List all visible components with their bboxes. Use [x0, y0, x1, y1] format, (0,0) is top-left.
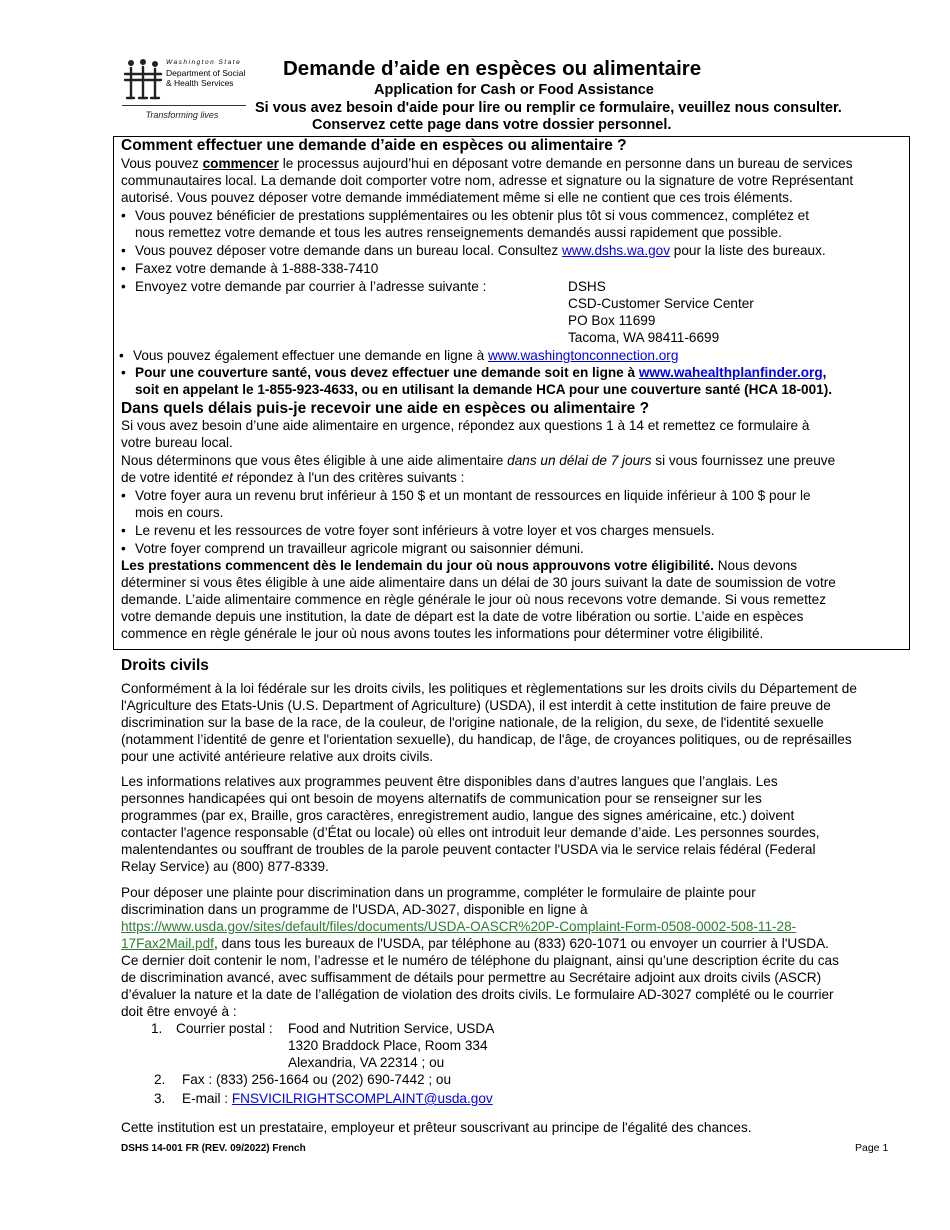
timing-text: votre bureau local.: [121, 435, 233, 450]
list-number: 1.: [151, 1021, 163, 1036]
benefits-start-text: commence en règle générale le jour où nous avons toutes les informations pour déterminer votre éligibilité.: [121, 626, 764, 641]
intro-line-2: communautaires local. La demande doit comporter votre nom, adresse et signature ou la signature de votre Représentant: [121, 173, 854, 188]
bullet-icon: •: [121, 523, 126, 538]
equal-opportunity-statement: Cette institution est un prestataire, employeur et prêteur souscrivant au principe de l'égalité des chances.: [121, 1120, 752, 1135]
civil-rights-heading: Droits civils: [121, 657, 209, 674]
benefits-start-text: votre demande depuis une institution, la date de départ est la date de votre libération ou sortie. L’aide en espèces: [121, 609, 804, 624]
list-number: 3.: [154, 1091, 166, 1106]
dshs-logo: [118, 56, 246, 122]
complaint-form-link-cont[interactable]: 17Fax2Mail.pdf: [121, 936, 214, 951]
bullet-icon: •: [121, 208, 126, 223]
bullet-icon: •: [121, 279, 126, 294]
list-number: 2.: [154, 1072, 166, 1087]
timing-text: de votre identité et répondez à l'un des critères suivants :: [121, 470, 465, 485]
intro-line-3: autorisé. Vous pouvez déposer votre demande immédiatement même si elle ne contient que ces trois éléments.: [121, 190, 793, 205]
usda-postal-address: Food and Nutrition Service, USDA 1320 Braddock Place, Room 334 Alexandria, VA 22314 ; ou: [288, 1021, 495, 1070]
page-number: Page 1: [855, 1142, 889, 1154]
bullet-icon: •: [121, 261, 126, 276]
logo-tagline: Transforming lives: [145, 110, 219, 120]
washington-connection-link[interactable]: www.washingtonconnection.org: [487, 348, 679, 363]
help-notice: Si vous avez besoin d'aide pour lire ou remplir ce formulaire, veuillez nous consulter.: [255, 100, 842, 116]
timing-text: Nous déterminons que vous êtes éligible à une aide alimentaire dans un délai de 7 jours si vous fournissez une preuve: [121, 453, 836, 468]
mailing-address: DSHS CSD-Customer Service Center PO Box 11699 Tacoma, WA 98411-6699: [568, 279, 754, 345]
benefits-start-text: Les prestations commencent dès le lendemain du jour où nous approuvons votre éligibilité. Nous devons: [121, 558, 798, 573]
usda-email-link[interactable]: FNSVICILRIGHTSCOMPLAINT@usda.gov: [231, 1091, 493, 1106]
civil-rights-para-1: Conformément à la loi fédérale sur les droits civils, les politiques et règlementations sur les droits civils du Département de l'Agriculture des Etats-Unis (U.S. Department of Agriculture) (USDA), il est interdit à cette institution de faire preuve de discrimination sur la base de la race, de la couleur, de l'origine nationale, de la religion, du sexe, de l'identité sexuelle (notamment l’identité de genre et l'orientation sexuelle), du handicap, de l'âge, de croyances politiques, ou de représailles pour une activité antérieure relative aux droits civils.: [121, 681, 857, 764]
civil-rights-para-3: Pour déposer une plainte pour discrimination dans un programme, compléter le formulaire de plainte pour discrimination dans un programme de l'USDA, AD-3027, disponible en ligne à https://www.usda.gov/sites/default/files/documents/USDA-OASCR%20P-Complaint-Form-0508-0002-508-11-28- 17Fax2Mail.pdf, dans tous les bureaux de l'USDA, par téléphone au (833) 620-1071 ou envoyer un courrier à l'USDA. Ce dernier doit contenir le nom, l’adresse et le numéro de téléphone du plaignant, ainsi qu’une description écrite du cas de discrimination avancé, avec suffisamment de détails pour permettre au Secrétaire adjoint aux droits civils (ASCR) d’évaluer la nature et la date de l’allégation de violation des droits civils. Le formulaire AD-3027 complété ou le courrier doit être envoyé à :: [121, 885, 839, 1019]
page-title: Demande d’aide en espèces ou alimentaire: [283, 57, 702, 80]
page-subtitle: Application for Cash or Food Assistance: [374, 82, 654, 98]
how-to-apply-heading: Comment effectuer une demande d’aide en espèces ou alimentaire ?: [121, 137, 627, 154]
form-number: DSHS 14-001 FR (REV. 09/2022) French: [121, 1143, 306, 1154]
intro-line-1: Vous pouvez commencer le processus aujourd’hui en déposant votre demande en personne dans un bureau de services: [121, 156, 853, 171]
logo-organization: Washington State Department of Social & Health Services: [166, 59, 246, 88]
dshs-website-link[interactable]: www.dshs.wa.gov: [561, 243, 671, 258]
bullet-icon: •: [119, 348, 124, 363]
health-plan-finder-link[interactable]: www.wahealthplanfinder.org: [638, 365, 823, 380]
postal-label: Courrier postal :: [176, 1021, 273, 1036]
bullet-icon: •: [121, 541, 126, 556]
timing-text: Si vous avez besoin d’une aide alimentaire en urgence, répondez aux questions 1 à 14 et remettez ce formulaire à: [121, 418, 810, 433]
bullet-icon: •: [121, 365, 126, 380]
benefits-start-text: demande. L’aide alimentaire commence en règle générale le jour où nous recevons votre demande. Si vous remettez: [121, 592, 827, 607]
benefits-start-text: déterminer si vous êtes éligible à une aide alimentaire dans un délai de 30 jours suivant la date de soumission de votre: [121, 575, 836, 590]
logo-divider: [122, 105, 246, 106]
bullet-icon: •: [121, 488, 126, 503]
people-figures-icon: [122, 58, 164, 102]
civil-rights-para-2: Les informations relatives aux programmes peuvent être disponibles dans d’autres langues que l’anglais. Les personnes handicapées qui ont besoin de moyens alternatifs de communication pour se renseigner sur les programmes (par ex, Braille, gros caractères, enregistrement audio, langue des signes américaine, etc.) doivent contacter l'agence responsable (d’État ou locale) où elles ont introduit leur demande d’aide. Les personnes sourdes, malentendantes ou souffrant de troubles de la parole peuvent contacter l'USDA via le service relais fédéral (Federal Relay Service) au (800) 877-8339.: [121, 774, 820, 874]
complaint-form-link[interactable]: https://www.usda.gov/sites/default/files/documents/USDA-OASCR%20P-Complaint-Form-0508-0002-508-11-28-: [121, 919, 797, 934]
fax-line: Fax : (833) 256-1664 ou (202) 690-7442 ; ou: [182, 1072, 452, 1087]
bullet-icon: •: [121, 243, 126, 258]
timing-heading: Dans quels délais puis-je recevoir une aide en espèces ou alimentaire ?: [121, 400, 650, 417]
keep-notice: Conservez cette page dans votre dossier personnel.: [312, 117, 672, 133]
email-line: E-mail : FNSVICILRIGHTSCOMPLAINT@usda.gov: [182, 1091, 493, 1106]
